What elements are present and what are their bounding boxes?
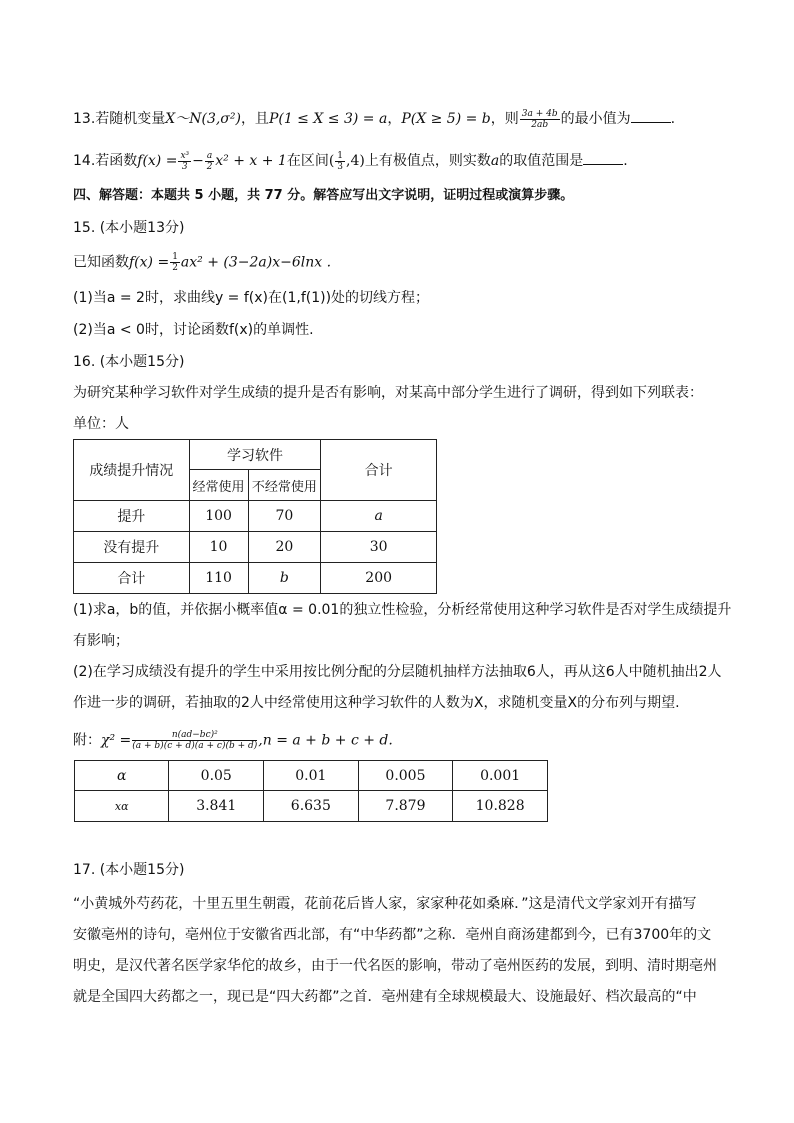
q16-part1b: 有影响；: [73, 633, 129, 649]
q15-intro: [73, 252, 331, 273]
answer-blank: [631, 108, 671, 123]
cell: b: [248, 563, 321, 594]
cell: 0.01: [264, 761, 359, 791]
q14-function: f(x) =: [137, 153, 178, 169]
subheader-infrequent: 不经常使用: [248, 470, 321, 501]
table-row: [74, 501, 437, 532]
interval-open: (: [328, 153, 335, 169]
q13-period: .: [670, 111, 676, 127]
row-label: 合计: [74, 563, 190, 594]
q16-appendix: [73, 730, 393, 751]
cell: 7.879: [358, 791, 453, 822]
appendix-label: 附：: [73, 732, 101, 749]
cell: 110: [189, 563, 248, 594]
q16-intro: 为研究某种学习软件对学生成绩的提升是否有影响，对某高中部分学生进行了调研，得到如下列联表：: [73, 385, 703, 401]
frac-numerator: x³: [180, 150, 190, 161]
cell: 30: [321, 532, 437, 563]
frac-denominator: 3: [337, 161, 344, 172]
cell: 100: [189, 501, 248, 532]
row-label: 提升: [74, 501, 190, 532]
q15-header: 15. (本小题13分): [73, 220, 185, 236]
row-label: 没有提升: [74, 532, 190, 563]
frac-denominator: 2: [172, 263, 178, 273]
answer-blank: [583, 150, 623, 165]
frac-numerator: 1: [172, 252, 178, 262]
q13-prob1: P(1 ≤ X ≤ 3) = a: [268, 111, 388, 127]
q17-header: 17. (本小题15分): [73, 862, 185, 878]
frac-denominator: (a + b)(c + d)(a + c)(b + d): [132, 741, 258, 751]
interval-close: ,4): [346, 153, 365, 169]
q16-part2b: 作进一步的调研，若抽取的2人中经常使用这种学习软件的人数为X，求随机变量X的分布列与期望.: [73, 695, 680, 711]
q13-distribution: X～N(3,σ²): [165, 111, 241, 127]
col-header-software: 学习软件: [189, 440, 321, 470]
q15-half: [170, 252, 180, 273]
q17-line3: 明史，是汉代著名医学家华佗的故乡，由于一代名医的影响，带动了亳州医药的发展，到明、清时期亳州: [73, 958, 717, 974]
q14-period: .: [623, 153, 628, 169]
table-row: [74, 563, 437, 594]
q14-var: a: [490, 153, 500, 169]
q15-part2: (2)当a < 0时，讨论函数f(x)的单调性.: [73, 322, 314, 338]
frac-numerator: a: [206, 150, 213, 161]
q14-interval-frac: [335, 151, 345, 172]
q14-text: 上有极值点，则实数: [364, 153, 491, 169]
frac-numerator: n(ad−bc)²: [132, 730, 257, 741]
chi-square-formula: [132, 730, 257, 751]
section-heading: 四、解答题：本题共 5 小题，共 77 分。解答应写出文字说明，证明过程或演算步骤。: [73, 188, 574, 203]
q13-prob2: P(X ≥ 5) = b: [401, 111, 491, 127]
col-header-total: 合计: [321, 440, 437, 501]
q15-function: f(x) =: [129, 254, 170, 271]
q13-text: ，则: [490, 111, 519, 127]
cell: 3.841: [169, 791, 264, 822]
cell: 6.635: [264, 791, 359, 822]
q13-text: ，: [387, 111, 402, 127]
frac-denominator: 2: [206, 161, 213, 172]
q13-text: ，且: [240, 111, 269, 127]
cell: 10.828: [453, 791, 548, 822]
n-definition: ,n = a + b + c + d.: [258, 732, 393, 749]
frac-numerator: 1: [337, 150, 344, 161]
cell: 200: [321, 563, 437, 594]
q16-part1a: (1)求a，b的值，并依据小概率值α = 0.01的独立性检验，分析经常使用这种学习软件是否对学生成绩提升: [73, 602, 732, 618]
q13-text: 若随机变量: [95, 111, 166, 127]
frac-denominator: 2ab: [531, 119, 549, 130]
q14-text: 在区间: [286, 153, 329, 169]
cell: 0.005: [358, 761, 453, 791]
q13-fraction: [520, 109, 560, 130]
cell: 0.05: [169, 761, 264, 791]
cell: 10: [189, 532, 248, 563]
cell: 0.001: [453, 761, 548, 791]
q16-part2a: (2)在学习成绩没有提升的学生中采用按比例分配的分层随机抽样方法抽取6人，再从这6人中随机抽出2人: [73, 664, 722, 680]
q14-text: 若函数: [95, 153, 138, 169]
q15-expr: ax² + (3−2a)x−6lnx .: [180, 254, 332, 271]
question-14: [73, 150, 628, 172]
q17-line4: 就是全国四大药都之一，现已是“四大药都”之首．亳州建有全球规模最大、设施最好、档次最高的“中: [73, 989, 697, 1005]
q13-text: 的最小值为: [560, 111, 631, 127]
table-row: [74, 532, 437, 563]
q14-text: 的取值范围是: [499, 153, 584, 169]
minus-sign: −: [192, 153, 204, 169]
q16-header: 16. (本小题15分): [73, 354, 185, 370]
cell: a: [321, 501, 437, 532]
col-header-outcome: 成绩提升情况: [74, 440, 190, 501]
q14-frac1: [178, 151, 191, 172]
q16-unit: 单位：人: [73, 416, 129, 432]
chi-square-symbol: χ² =: [101, 732, 132, 749]
row-label-alpha: α: [75, 761, 169, 791]
q17-line1: “小黄城外芍药花，十里五里生朝霞，花前花后皆人家，家家种花如桑麻．”这是清代文学家刘开有描写: [73, 896, 697, 912]
q14-frac2: [205, 151, 214, 172]
q14-number: 14.: [73, 153, 96, 169]
cell: 20: [248, 532, 321, 563]
frac-denominator: 3: [181, 161, 188, 172]
cell: 70: [248, 501, 321, 532]
critical-value-table: [74, 760, 548, 822]
contingency-table: [73, 439, 437, 594]
question-13: [73, 108, 675, 130]
q17-line2: 安徽亳州的诗句，亳州位于安徽省西北部，有“中华药都”之称．亳州自商汤建都到今，已有3700年的文: [73, 927, 712, 943]
subheader-frequent: 经常使用: [189, 470, 248, 501]
q15-text: 已知函数: [73, 254, 129, 271]
q15-part1: (1)当a = 2时，求曲线y = f(x)在(1,f(1))处的切线方程；: [73, 290, 430, 306]
row-label-x-alpha: xα: [75, 791, 169, 822]
frac-numerator: 3a + 4b: [521, 108, 558, 119]
q14-expr: x² + x + 1: [215, 153, 287, 169]
q13-number: 13.: [73, 111, 96, 127]
